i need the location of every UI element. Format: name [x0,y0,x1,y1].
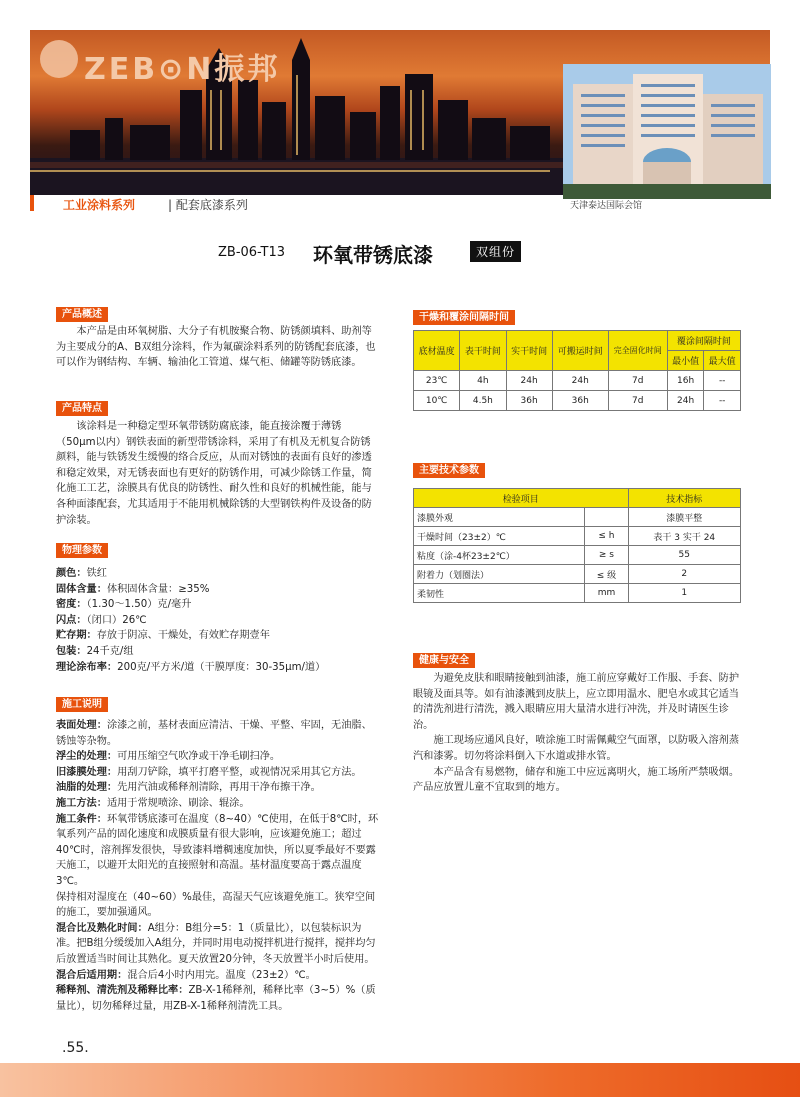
construction-item: 油脂的处理：先用汽油或稀释剂清除，再用干净布擦干净。 [56,782,321,794]
table-row [414,584,741,603]
construction-item: 浮尘的处理：可用压缩空气吹净或干净毛刷扫净。 [56,751,281,763]
table-cell: 附着力（划圈法） [414,565,585,584]
table-row [414,371,741,391]
brand-logo-icon [40,40,78,78]
table-header-row [414,331,741,351]
table-header: 检验项目 [414,489,629,508]
table-cell: ≥ s [585,546,628,565]
table-cell: 55 [628,546,740,565]
series-accent-bar [30,195,34,211]
table-cell: ≤ 级 [585,565,628,584]
table-cell: 柔韧性 [414,584,585,603]
table-header: 覆涂间隔时间 [667,331,740,351]
page-number: .55. [62,1040,89,1056]
table-cell: 24h [506,371,552,391]
product-name: 环氧带锈底漆 [313,243,433,267]
physical-item: 固体含量：体积固体含量：≥35% [56,583,210,595]
construction-item: 施工条件：环氧带锈底漆可在温度（8~40）℃使用，在低于8℃时，环氧系列产品的固化速度和成膜质量有很大影响，应该避免施工；超过40℃时，溶剂挥发很快，导致漆料增稠速度加快，所以夏季最好不要露天施工，以避开太阳光的直接照射和高温。基材温度要高于露点温度3℃。 [56,813,379,887]
table-cell: -- [704,371,741,391]
construction-item: 表面处理：涂漆之前，基材表面应清洁、干燥、平整、牢固，无油脂、锈蚀等杂物。 [56,720,372,747]
physical-item: 颜色：铁红 [56,568,107,579]
physical-item: 密度：（1.30～1.50）克/毫升 [56,599,192,611]
overview-text [56,324,379,371]
tech-table [413,488,741,603]
table-cell: 粘度（涂-4杯23±2℃） [414,546,585,565]
table-cell: 7d [608,371,667,391]
footer-band [0,1063,800,1097]
table-header: 表干时间 [460,331,506,371]
table-cell: 漆膜平整 [628,508,740,527]
table-row [414,546,741,565]
features-paragraph: 该涂料是一种稳定型环氧带锈防腐底漆，能直接涂覆于薄锈（50μm以内）钢铁表面的新型带锈涂料，采用了有机及无机复合防锈颜料，能与铁锈发生缓慢的络合反应，从而对锈蚀的表面有良好的渗透和稳定效果，对无锈表面也有更好的防锈作用，可减少除锈工作量，简化施工工艺，涂膜具有优良的防锈性、耐久性和良好的机械性能，能与各种面漆配套，尤其适用于不能用机械除锈的大型钢铁构件及设备的防护涂装。 [56,421,372,526]
section-label-features: 产品特点 [56,401,108,416]
physical-item: 贮存期：存放于阴凉、干燥处，有效贮存期壹年 [56,630,270,642]
physical-item: 包装：24千克/组 [56,645,134,657]
building-photo [563,64,771,199]
photo-caption: 天津泰达国际会馆 [570,201,643,211]
table-header-row [414,489,741,508]
table-header: 最大值 [704,351,741,371]
construction-item: 施工方法：适用于常规喷涂、刷涂、辊涂。 [56,797,250,809]
safety-paragraph: 施工现场应通风良好，喷涂施工时需佩戴空气面罩，以防吸入溶剂蒸汽和漆雾。切勿将涂料倒入下水道或排水管。 [413,735,740,762]
table-row [414,508,741,527]
table-cell: 10℃ [414,391,460,411]
safety-text [413,671,748,796]
table-row [414,391,741,411]
table-cell: 干燥时间（23±2）℃ [414,527,585,546]
table-cell: 36h [552,391,608,411]
table-header: 完全固化时间 [608,331,667,371]
safety-paragraph: 本产品含有易燃物，储存和施工中应远离明火，施工场所严禁吸烟。产品应放置儿童不宜取到的地方。 [413,766,740,794]
construction-list [56,718,379,1014]
overview-paragraph: 本产品是由环氧树脂、大分子有机胺聚合物、防锈颜填料、助剂等为主要成分的A、B双组分涂料，作为氟碳涂料系列的防锈配套底漆，也可以作为钢结构、车辆、输油化工管道、煤气柜、储罐等防锈底漆。 [56,326,376,369]
drying-table [413,330,741,411]
section-label-construction: 施工说明 [56,697,108,712]
table-cell: 1 [628,584,740,603]
construction-item: 旧漆膜处理：用刮刀铲除，填平打磨平整，或视情况采用其它方法。 [56,766,362,778]
table-cell: 4h [460,371,506,391]
table-cell: ≤ h [585,527,628,546]
table-cell: 2 [628,565,740,584]
table-cell: 24h [552,371,608,391]
brand-logo: ZEB⊙N振邦 [84,52,281,87]
table-cell: 表干 3 实干 24 [628,527,740,546]
table-header: 技术指标 [628,489,740,508]
table-cell: 23℃ [414,371,460,391]
series-primary: 工业涂料系列 [63,198,136,212]
section-label-overview: 产品概述 [56,307,108,322]
physical-item: 闪点：（闭口）26℃ [56,614,147,626]
table-cell: 7d [608,391,667,411]
table-cell: 16h [667,371,704,391]
features-text [56,419,379,528]
product-code: ZB-06-T13 [218,245,286,260]
table-row [414,527,741,546]
table-header: 可搬运时间 [552,331,608,371]
section-label-physical: 物理参数 [56,543,108,558]
table-cell: -- [704,391,741,411]
construction-item: 稀释剂、清洗剂及稀释比率：ZB-X-1稀释剂，稀释比率（3~5）%（质量比），切勿稀释过量，用ZB-X-1稀释剂清洗工具。 [56,985,376,1012]
physical-list [56,566,379,675]
construction-item: 混合比及熟化时间：A组分：B组分=5：1（质量比），以包装标识为准。把B组分缓缓加入A组分，并同时用电动搅拌机进行搅拌，搅拌均匀后放置适当时间让其熟化。夏天放置20分钟，冬天放置半小时后使用。 [56,922,376,965]
section-label-tech: 主要技术参数 [413,463,485,478]
component-tag: 双组份 [470,241,521,262]
table-cell [585,508,628,527]
table-row [414,565,741,584]
table-header: 实干时间 [506,331,552,371]
table-header: 底材温度 [414,331,460,371]
physical-item: 理论涂布率：200克/平方米/道（干膜厚度：30-35μm/道） [56,661,326,673]
series-secondary: | 配套底漆系列 [168,198,248,212]
table-cell: mm [585,584,628,603]
construction-item: 混合后适用期：混合后4小时内用完。温度（23±2）℃。 [56,969,316,981]
table-cell: 36h [506,391,552,411]
construction-item: 保持相对湿度在（40~60）%最佳，高湿天气应该避免施工。狭窄空间的施工，要加强通风。 [56,891,376,919]
safety-paragraph: 为避免皮肤和眼睛接触到油漆，施工前应穿戴好工作服、手套、防护眼镜及面具等。如有油漆溅到皮肤上，应立即用温水、肥皂水或其它适当的清洗剂进行清洗，溅入眼睛应用大量清水进行冲洗，并及时请医生诊治。 [413,673,740,731]
table-cell: 24h [667,391,704,411]
section-label-safety: 健康与安全 [413,653,475,668]
table-header: 最小值 [667,351,704,371]
table-cell: 4.5h [460,391,506,411]
section-label-drying: 干燥和覆涂间隔时间 [413,310,515,325]
table-cell: 漆膜外观 [414,508,585,527]
